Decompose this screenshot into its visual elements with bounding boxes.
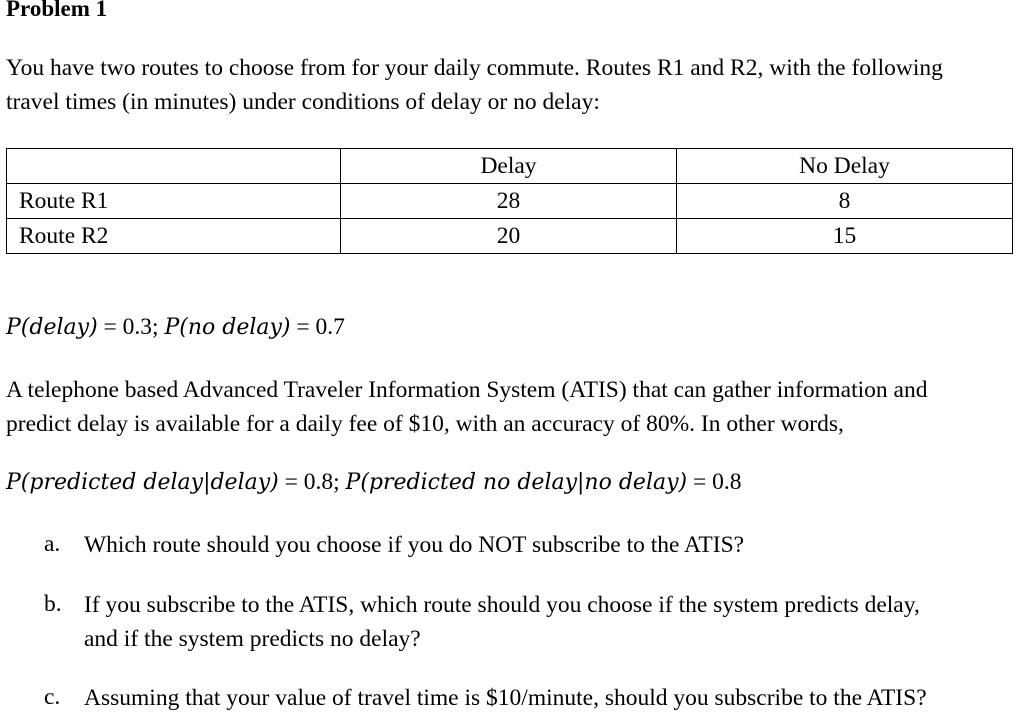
probability-equation [6, 314, 345, 341]
table-row [7, 219, 1013, 254]
table-header-cell: No Delay [677, 149, 1013, 184]
prob-no-delay-value: = 0.7 [290, 314, 345, 340]
question-letter: b. [44, 591, 62, 617]
question-letter: c. [44, 684, 61, 710]
table-row [7, 184, 1013, 219]
table-cell-route: Route R2 [7, 219, 341, 254]
question-line: Which route should you choose if you do NOT subscribe to the ATIS? [84, 532, 745, 558]
table-cell-delay: 28 [341, 184, 677, 219]
table-cell-delay: 20 [341, 219, 677, 254]
travel-time-table [6, 148, 1013, 254]
table-header-cell [7, 149, 341, 184]
atis-line-1: A telephone based Advanced Traveler Information System (ATIS) that can gather information and [6, 377, 928, 403]
prob-delay-term: P(delay) [6, 315, 98, 340]
question-line: If you subscribe to the ATIS, which route should you choose if the system predicts delay, [84, 592, 920, 618]
table-cell-no-delay: 15 [677, 219, 1013, 254]
question-a [84, 528, 744, 562]
intro-line-2: travel times (in minutes) under conditions of delay or no delay: [6, 89, 600, 115]
cond-no-delay-value: = 0.8 [687, 469, 742, 495]
cond-delay-term: P(predicted delay|delay) [6, 470, 279, 495]
intro-paragraph [6, 51, 943, 119]
question-b [84, 588, 920, 656]
conditional-probability-equation [6, 469, 742, 496]
question-c [84, 681, 927, 715]
prob-no-delay-term: P(no delay) [164, 315, 291, 340]
atis-paragraph [6, 373, 927, 441]
question-letter: a. [44, 531, 61, 557]
problem-title: Problem 1 [6, 0, 108, 21]
question-line: and if the system predicts no delay? [84, 626, 421, 652]
intro-line-1: You have two routes to choose from for your daily commute. Routes R1 and R2, with the following [6, 55, 943, 81]
cond-no-delay-term: P(predicted no delay|no delay) [345, 470, 688, 495]
table-header-cell: Delay [341, 149, 677, 184]
question-line: Assuming that your value of travel time is $10/minute, should you subscribe to the ATIS? [84, 685, 927, 711]
atis-line-2: predict delay is available for a daily fee of $10, with an accuracy of 80%. In other words, [6, 411, 844, 437]
cond-delay-value: = 0.8; [278, 469, 346, 495]
prob-delay-value: = 0.3; [97, 314, 165, 340]
table-header-row [7, 149, 1013, 184]
table-cell-no-delay: 8 [677, 184, 1013, 219]
table-cell-route: Route R1 [7, 184, 341, 219]
